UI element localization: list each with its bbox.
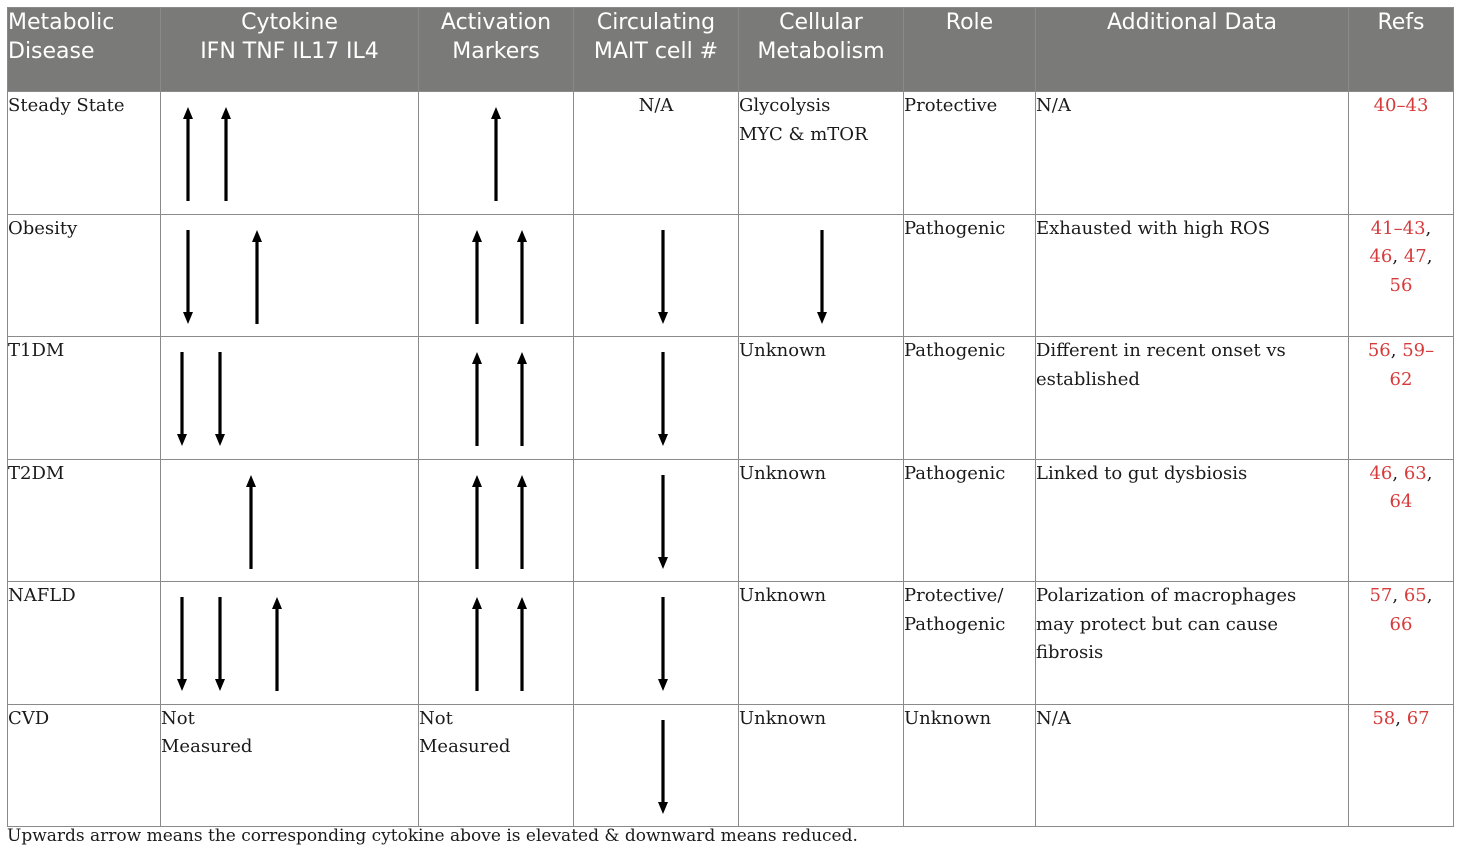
role-text: Protective [904, 95, 998, 116]
reference-link[interactable]: 41 [1370, 217, 1394, 239]
additional-text: Polarization of macrophages [1036, 585, 1297, 606]
disease-cell [8, 459, 161, 582]
reference-link[interactable]: 43 [1405, 95, 1429, 116]
reference-link[interactable]: 56 [1389, 274, 1413, 296]
activation-arrows [419, 215, 573, 338]
down-arrow-icon [215, 597, 225, 691]
role-text: Pathogenic [904, 613, 1006, 635]
reference-link[interactable]: 59 [1402, 340, 1426, 361]
role-cell [904, 214, 1036, 337]
cytokine-cell [161, 582, 419, 705]
disease-name: T1DM [8, 340, 65, 361]
activation-cell [419, 337, 574, 460]
header-circulating-mait: Circulating MAIT cell # [574, 8, 739, 92]
reference-separator: , [1426, 585, 1433, 606]
down-arrow-icon [658, 230, 668, 324]
reference-link[interactable]: 43 [1402, 217, 1426, 239]
additional-data-cell [1036, 92, 1349, 215]
additional-data-cell [1036, 459, 1349, 582]
role-text: Unknown [904, 707, 992, 729]
cytokine-arrows [161, 92, 418, 215]
cytokine-cell [161, 459, 419, 582]
circulating-arrow [574, 460, 738, 583]
refs-line [1349, 705, 1453, 734]
disease-name: CVD [8, 707, 50, 729]
refs-line [1349, 611, 1453, 640]
up-arrow-icon [272, 597, 282, 691]
activation-cell [419, 92, 574, 215]
up-arrow-icon [517, 352, 527, 446]
cytokine-arrows [161, 460, 418, 583]
disease-cell [8, 214, 161, 337]
reference-link[interactable]: 62 [1389, 368, 1413, 390]
table-row [8, 92, 1454, 215]
reference-separator: , [1392, 246, 1399, 267]
activation-cell [419, 582, 574, 705]
refs-line [1349, 215, 1453, 244]
disease-cell [8, 582, 161, 705]
reference-link[interactable]: 46 [1369, 246, 1393, 267]
role-text: Pathogenic [904, 340, 1006, 361]
refs-line [1349, 582, 1453, 611]
activation-text: Not [419, 707, 453, 729]
up-arrow-icon [472, 597, 482, 691]
table-row [8, 582, 1454, 705]
metabolism-arrow [739, 215, 903, 338]
reference-separator: , [1395, 707, 1401, 729]
circulating-value: N/A [638, 95, 674, 116]
up-arrow-icon [517, 230, 527, 324]
reference-link[interactable]: 57 [1369, 585, 1393, 606]
down-arrow-icon [183, 230, 193, 324]
reference-range-dash: – [1393, 217, 1403, 239]
additional-data-cell [1036, 214, 1349, 337]
circulating-cell [574, 459, 739, 582]
reference-separator: , [1425, 217, 1432, 239]
activation-cell [419, 459, 574, 582]
reference-separator: , [1426, 462, 1433, 484]
refs-cell [1349, 459, 1454, 582]
circulating-arrow [574, 582, 738, 705]
activation-cell [419, 704, 574, 827]
disease-cell [8, 92, 161, 215]
disease-name: T2DM [8, 462, 65, 484]
disease-name: NAFLD [8, 585, 76, 606]
reference-separator: , [1426, 246, 1433, 267]
cytokine-cell [161, 704, 419, 827]
metabolism-cell [739, 704, 904, 827]
refs-cell [1349, 337, 1454, 460]
additional-data-cell [1036, 337, 1349, 460]
metabolism-text: Unknown [739, 585, 827, 606]
role-cell [904, 459, 1036, 582]
metabolism-text: Glycolysis [739, 95, 831, 116]
refs-line [1349, 272, 1453, 301]
cytokine-arrows [161, 215, 418, 338]
metabolism-text: MYC & mTOR [739, 123, 868, 145]
table-header-row [8, 8, 1454, 92]
refs-cell [1349, 582, 1454, 705]
up-arrow-icon [517, 597, 527, 691]
reference-link[interactable]: 47 [1403, 246, 1427, 267]
reference-range-dash: – [1396, 95, 1406, 116]
reference-separator: , [1390, 340, 1397, 361]
table-row [8, 337, 1454, 460]
down-arrow-icon [177, 597, 187, 691]
header-cytokine: Cytokine IFN TNF IL17 IL4 [161, 8, 419, 92]
activation-arrows [419, 582, 573, 705]
metabolism-cell [739, 214, 904, 337]
circulating-cell [574, 337, 739, 460]
metabolism-text: Unknown [739, 340, 827, 361]
cytokine-cell [161, 214, 419, 337]
reference-link[interactable]: 63 [1403, 462, 1427, 484]
header-additional-data: Additional Data [1036, 8, 1349, 92]
reference-link[interactable]: 64 [1389, 491, 1413, 512]
up-arrow-icon [472, 230, 482, 324]
up-arrow-icon [183, 107, 193, 201]
table-footnote: Upwards arrow means the corresponding cytokine above is elevated & downward means reduced. [7, 826, 858, 846]
cytokine-arrows [161, 582, 418, 705]
up-arrow-icon [246, 475, 256, 569]
table-row [8, 214, 1454, 337]
refs-line [1349, 243, 1453, 272]
circulating-arrow [574, 337, 738, 460]
activation-arrows [419, 460, 573, 583]
refs-cell [1349, 92, 1454, 215]
cytokine-text: Not [161, 707, 195, 729]
header-role: Role [904, 8, 1036, 92]
role-text: Pathogenic [904, 217, 1006, 239]
refs-line [1349, 337, 1453, 366]
down-arrow-icon [817, 230, 827, 324]
cytokine-cell [161, 92, 419, 215]
reference-range-dash: – [1425, 340, 1435, 361]
cytokine-text: Measured [161, 736, 253, 757]
activation-arrows [419, 337, 573, 460]
refs-line [1349, 488, 1453, 517]
disease-name: Steady State [8, 95, 125, 116]
additional-data-cell [1036, 582, 1349, 705]
up-arrow-icon [221, 107, 231, 201]
disease-name: Obesity [8, 217, 78, 239]
refs-cell [1349, 704, 1454, 827]
up-arrow-icon [252, 230, 262, 324]
up-arrow-icon [472, 352, 482, 446]
activation-arrows [419, 92, 573, 215]
role-text: Protective/ [904, 585, 1004, 606]
activation-text: Measured [419, 736, 511, 757]
metabolism-cell [739, 92, 904, 215]
circulating-cell [574, 582, 739, 705]
metabolism-cell [739, 459, 904, 582]
reference-link[interactable]: 46 [1369, 462, 1393, 484]
metabolism-cell [739, 337, 904, 460]
additional-data-cell [1036, 704, 1349, 827]
additional-text: Exhausted with high ROS [1036, 217, 1271, 239]
reference-link[interactable]: 58 [1372, 707, 1396, 729]
header-activation-markers: Activation Markers [419, 8, 574, 92]
down-arrow-icon [215, 352, 225, 446]
cytokine-arrows [161, 337, 418, 460]
up-arrow-icon [472, 475, 482, 569]
header-cellular-metabolism: Cellular Metabolism [739, 8, 904, 92]
metabolism-cell [739, 582, 904, 705]
reference-separator: , [1392, 585, 1399, 606]
refs-line [1349, 460, 1453, 489]
circulating-cell [574, 92, 739, 215]
additional-text: Linked to gut dysbiosis [1036, 462, 1248, 484]
metabolic-disease-table [7, 7, 1454, 827]
down-arrow-icon [658, 475, 668, 569]
refs-cell [1349, 214, 1454, 337]
metabolism-text: Unknown [739, 707, 827, 729]
cytokine-cell [161, 337, 419, 460]
additional-text: fibrosis [1036, 642, 1104, 663]
reference-link[interactable]: 66 [1389, 613, 1413, 635]
additional-text: N/A [1036, 707, 1071, 729]
table-row [8, 459, 1454, 582]
circulating-arrow [574, 215, 738, 338]
header-metabolic-disease: Metabolic Disease [8, 8, 161, 92]
down-arrow-icon [658, 597, 668, 691]
table-row [8, 704, 1454, 827]
down-arrow-icon [177, 352, 187, 446]
additional-text: Different in recent onset vs [1036, 340, 1286, 361]
down-arrow-icon [658, 720, 668, 814]
role-text: Pathogenic [904, 462, 1006, 484]
reference-link[interactable]: 56 [1367, 340, 1391, 361]
disease-cell [8, 704, 161, 827]
up-arrow-icon [491, 107, 501, 201]
role-cell [904, 704, 1036, 827]
up-arrow-icon [517, 475, 527, 569]
role-cell [904, 92, 1036, 215]
role-cell [904, 337, 1036, 460]
reference-separator: , [1392, 462, 1399, 484]
role-cell [904, 582, 1036, 705]
circulating-cell [574, 704, 739, 827]
reference-link[interactable]: 40 [1373, 95, 1397, 116]
additional-text: N/A [1036, 95, 1071, 116]
down-arrow-icon [658, 352, 668, 446]
disease-cell [8, 337, 161, 460]
refs-line [1349, 92, 1453, 121]
circulating-cell [574, 214, 739, 337]
refs-line [1349, 366, 1453, 395]
activation-cell [419, 214, 574, 337]
circulating-arrow [574, 705, 738, 828]
reference-link[interactable]: 67 [1406, 707, 1430, 729]
header-refs: Refs [1349, 8, 1454, 92]
reference-link[interactable]: 65 [1403, 585, 1427, 606]
additional-text: may protect but can cause [1036, 613, 1279, 635]
metabolism-text: Unknown [739, 462, 827, 484]
additional-text: established [1036, 368, 1140, 390]
